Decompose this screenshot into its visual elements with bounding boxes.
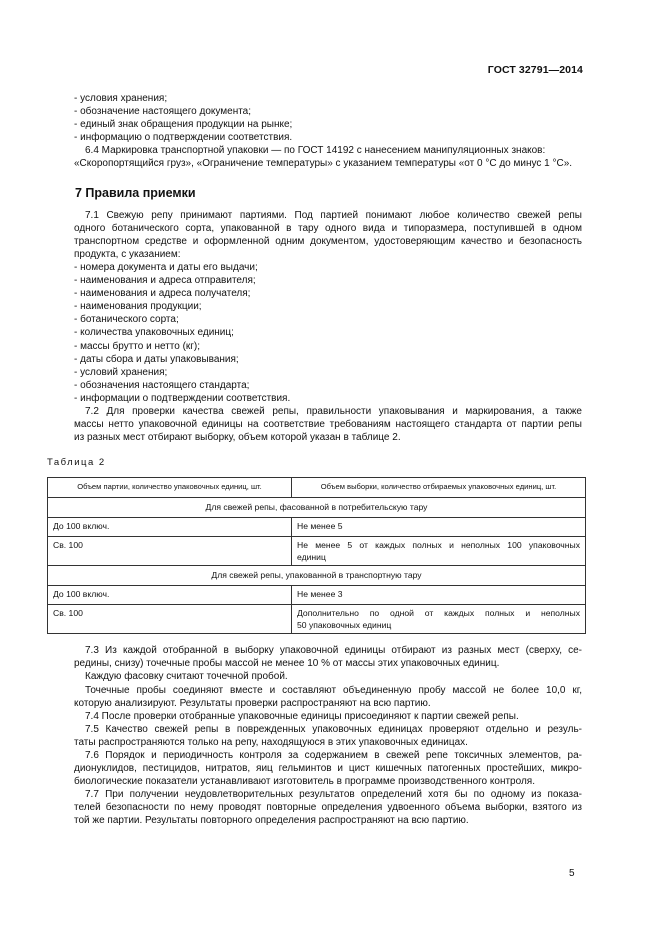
list-item: - информации о подтверждении соответствия. [74,392,291,404]
list-item: - информацию о подтверждении соответствия. [74,132,293,144]
table-cell: До 100 включ. [48,518,292,537]
paragraph-line: 7.4 После проверки отобранные упаковочные единицы присоединяют к партии свежей репы. [85,710,519,722]
page-content [47,92,582,828]
list-item: - количества упаковочных единиц; [74,327,234,339]
cell-line: единиц [297,552,326,563]
paragraph-line: которую анализируют. Результаты проверки распространяют на всю партию. [74,697,431,709]
cell-line: 50 упаковочных единиц [297,620,392,631]
paragraph-7-1 [74,209,582,261]
paragraph-line: «Скоропортящийся груз», «Ограничение температуры» с указанием температуры «от 0 °С до минус 1 °С». [74,158,573,170]
list-item: - единый знак обращения продукции на рынке; [74,119,293,131]
paragraph-7-7 [74,788,582,827]
group-title: Для свежей репы, упакованной в транспортную тару [48,566,586,586]
paragraph-line: редины, снизу) точечные пробы массой не менее 10 % от массы этих упаковочных единиц. [74,658,500,670]
list-item: - массы брутто и нетто (кг); [74,340,201,352]
page-number: 5 [569,868,575,879]
group-title: Для свежей репы, фасованной в потребительскую тару [48,498,586,518]
paragraph-line: 7.2 Для проверки качества свежей репы, правильности упаковывания и маркирования, а также [85,405,582,417]
cell-line: Дополнительно по одной от каждых полных и неполных [297,608,580,619]
list-item: - ботанического сорта; [74,314,179,326]
paragraph-6-4 [74,144,582,170]
table-row [48,518,586,537]
table-cell: Не менее 3 [292,586,586,605]
paragraph-line: Точечные пробы соединяют вместе и составляют объединенную пробу массой не более 10,0 кг, [85,684,582,696]
table-cell: Не менее 5 [292,518,586,537]
list-item: - даты сбора и даты упаковывания; [74,353,239,365]
intro-list [74,92,582,144]
list-item: - наименования и адреса получателя; [74,288,251,300]
paragraph-line: из разных мест отбирают выборку, объем которой указан в таблице 2. [74,432,401,444]
table-group-row [48,498,586,518]
table-row [48,605,586,634]
paragraph-line: той же партии. Результаты повторного определения распространяют на всю партию. [74,815,469,827]
paragraph-line: дионуклидов, пестицидов, нитратов, яиц гельминтов и цист кишечных патогенных простейших, микро- [74,763,582,775]
requisites-list [74,261,582,405]
paragraph-line: одного ботанического сорта, упакованной в тару одного вида и типоразмера, поступившей в одном [74,222,582,234]
table-row [48,537,586,566]
list-item: - номера документа и даты его выдачи; [74,261,258,273]
table-group-row [48,566,586,586]
paragraph-line: таты распространяются только на репу, находящуюся в этих упаковочных единицах. [74,736,468,748]
list-item: - наименования и адреса отправителя; [74,275,256,287]
paragraph-line: 7.5 Качество свежей репы в поврежденных упаковочных единицах проверяют отдельно и резуль- [85,723,582,735]
paragraph-line: массы нетто упаковочной единицы на соответствие требованиям настоящего стандарта от партии репы [74,419,582,431]
cell-line: Не менее 5 от каждых полных и неполных 100 упаковочных [297,540,580,551]
paragraph-line: 7.7 При получении неудовлетворительных результатов определений хотя бы по одному из показа- [85,789,582,801]
paragraph-7-2 [74,405,582,444]
paragraph-line: продукта, с указанием: [74,248,181,260]
document-id: ГОСТ 32791—2014 [487,64,583,76]
paragraph-7-6 [74,749,582,788]
paragraph-7-4 [74,710,582,723]
table-cell [292,537,586,566]
paragraph-line: 6.4 Маркировка транспортной упаковки — по ГОСТ 14192 с нанесением манипуляционных знаков: [85,145,546,157]
paragraph-line: Каждую фасовку считают точечной пробой. [85,671,288,683]
list-item: - обозначения настоящего стандарта; [74,379,250,391]
paragraph-line: транспортном средстве и оформленной одним документом, удостоверяющим качество и безопасность [74,235,582,247]
table-cell: Св. 100 [48,537,292,566]
table-row [48,586,586,605]
table-cell: До 100 включ. [48,586,292,605]
paragraph-7-5 [74,723,582,749]
column-header: Объем выборки, количество отбираемых упаковочных единиц, шт. [292,478,586,498]
paragraph-line: телей безопасности по нему проводят повторные определения удвоенного объема выборки, взятого из [74,802,582,814]
paragraph-line: биологические показатели устанавливают изготовитель в программе производственного контроля. [74,776,535,788]
paragraph-line: 7.3 Из каждой отобранной в выборку упаковочной единицы отбирают из разных мест (сверху, се- [85,645,582,657]
paragraph-line: 7.1 Свежую репу принимают партиями. Под партией понимают любое количество свежей репы [85,209,582,221]
table-header-row [48,478,586,498]
list-item: - условий хранения; [74,366,168,378]
table-cell: Св. 100 [48,605,292,634]
column-header: Объем партии, количество упаковочных единиц, шт. [48,478,292,498]
sampling-table [47,477,586,634]
list-item: - условия хранения; [74,93,168,104]
paragraph-7-3 [74,644,582,709]
section-title: 7 Правила приемки [75,185,196,200]
paragraph-line: 7.6 Порядок и периодичность контроля за содержанием в свежей репе токсичных элементов, ра- [85,750,582,761]
table-caption: Таблица 2 [47,457,106,469]
table-cell [292,605,586,634]
list-item: - обозначение настоящего документа; [74,106,252,118]
list-item: - наименования продукции; [74,301,202,313]
